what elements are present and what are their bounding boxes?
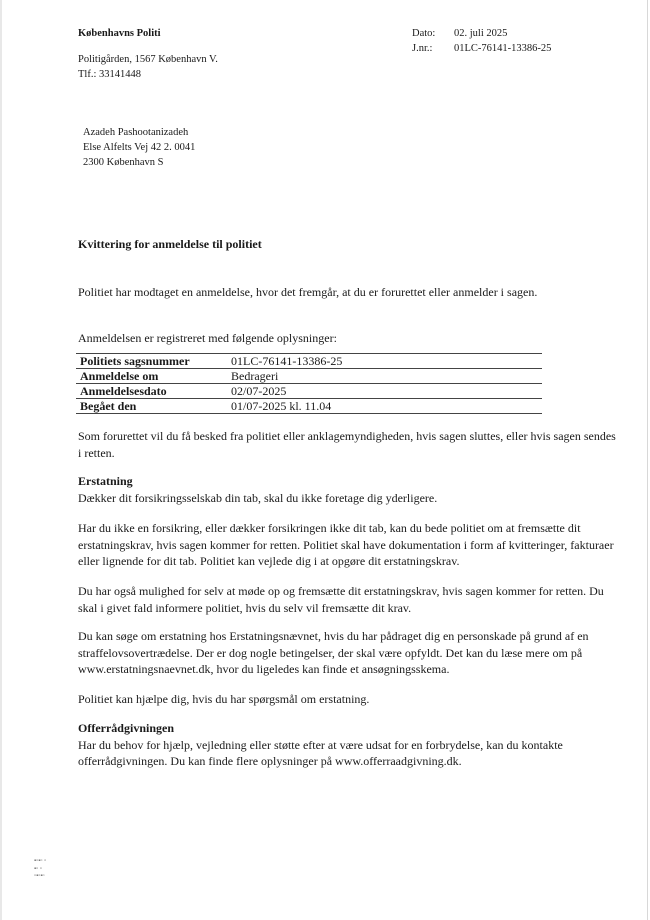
recipient-name: Azadeh Pashootanizadeh — [83, 127, 189, 138]
fact-value: 02/07-2025 — [227, 384, 542, 399]
offer-paragraph: Har du behov for hjælp, vejledning eller støtte efter at være udsat for en forbrydelse, kan du kontakte offerrådgivningen. Du kan finde flere oplysninger på www.offerraadgivning.dk. — [78, 737, 563, 768]
case-facts-table — [76, 353, 542, 414]
erstatning-paragraph-1: Dækker dit forsikringsselskab din tab, skal du ikke foretage dig yderligere. — [78, 490, 438, 505]
reference-label: J.nr.: — [412, 43, 433, 54]
table-row — [76, 354, 542, 369]
recipient-street: Else Alfelts Vej 42 2. 0041 — [83, 142, 196, 153]
registered-intro: Anmeldelsen er registreret med følgende oplysninger: — [78, 331, 337, 345]
scan-edge-right — [647, 0, 648, 920]
letter-meta — [412, 26, 551, 56]
table-row — [76, 384, 542, 399]
offer-section — [78, 720, 618, 770]
fact-value: 01/07-2025 kl. 11.04 — [227, 399, 542, 414]
offer-heading: Offerrådgivningen — [78, 721, 174, 735]
date-row — [412, 26, 551, 41]
erstatning-section — [78, 473, 618, 506]
fact-value: 01LC-76141-13386-25 — [227, 354, 542, 369]
erstatning-paragraph-2: Har du ikke en forsikring, eller dækker forsikringen ikke dit tab, kan du bede politiet om at fremsætte dit erstatningskrav, hvis sagen kommer for retten. Politiet skal have dokumentation i form af kvitteringer, fakturaer eller lignende for dit tab. Politiet kan vejlede dig i at opgøre dit erstatningskrav. — [78, 521, 614, 568]
erstatning-paragraph-5: Politiet kan hjælpe dig, hvis du har spørgsmål om erstatning. — [78, 692, 370, 706]
intro-paragraph: Politiet har modtaget en anmeldelse, hvor det fremgår, at du er forurettet eller anmelder i sagen. — [78, 285, 538, 299]
sender-phone: Tlf.: 33141448 — [78, 69, 141, 80]
erstatning-paragraph-3: Du har også mulighed for selv at møde op og fremsætte dit erstatningskrav, hvis sagen kommer for retten. Du skal i givet fald informere politiet, hvis du selv vil fremsætte dit krav. — [78, 584, 604, 615]
recipient-block — [83, 125, 195, 170]
table-row — [76, 399, 542, 414]
fact-label: Anmeldelse om — [76, 369, 227, 384]
reference-row — [412, 41, 551, 56]
table-row — [76, 369, 542, 384]
fact-label: Politiets sagsnummer — [76, 354, 227, 369]
recipient-city: 2300 København S — [83, 157, 164, 168]
date-value: 02. juli 2025 — [454, 28, 508, 39]
fact-label: Anmeldelsesdato — [76, 384, 227, 399]
sender-address: Politigården, 1567 København V. — [78, 54, 218, 65]
erstatning-paragraph-4: Du kan søge om erstatning hos Erstatningsnævnet, hvis du har pådraget dig en personskade på grund af en straffelovsovertrædelse. Der er dog nogle betingelser, der skal være opfyldt. Det kan du læse mere om på www.erstatningsnaevnet.dk, hvor du ligeledes kan finde et ansøgningsskema. — [78, 629, 589, 676]
date-label: Dato: — [412, 28, 436, 39]
sender-name: Københavns Politi — [78, 28, 161, 39]
sender-block — [78, 26, 218, 82]
notice-paragraph: Som forurettet vil du få besked fra politiet eller anklagemyndigheden, hvis sagen sluttes, eller hvis sagen sendes i retten. — [78, 429, 616, 460]
reference-value: 01LC-76141-13386-25 — [454, 43, 552, 54]
erstatning-heading: Erstatning — [78, 474, 133, 488]
fact-value: Bedrageri — [227, 369, 542, 384]
scan-edge-left — [0, 0, 2, 920]
print-code-marks: ▪▫▪▫ ▫ ▪▫ ▫ ▫▪▫▪▫ — [34, 858, 47, 879]
document-title: Kvittering for anmeldelse til politiet — [78, 237, 262, 251]
fact-label: Begået den — [76, 399, 227, 414]
